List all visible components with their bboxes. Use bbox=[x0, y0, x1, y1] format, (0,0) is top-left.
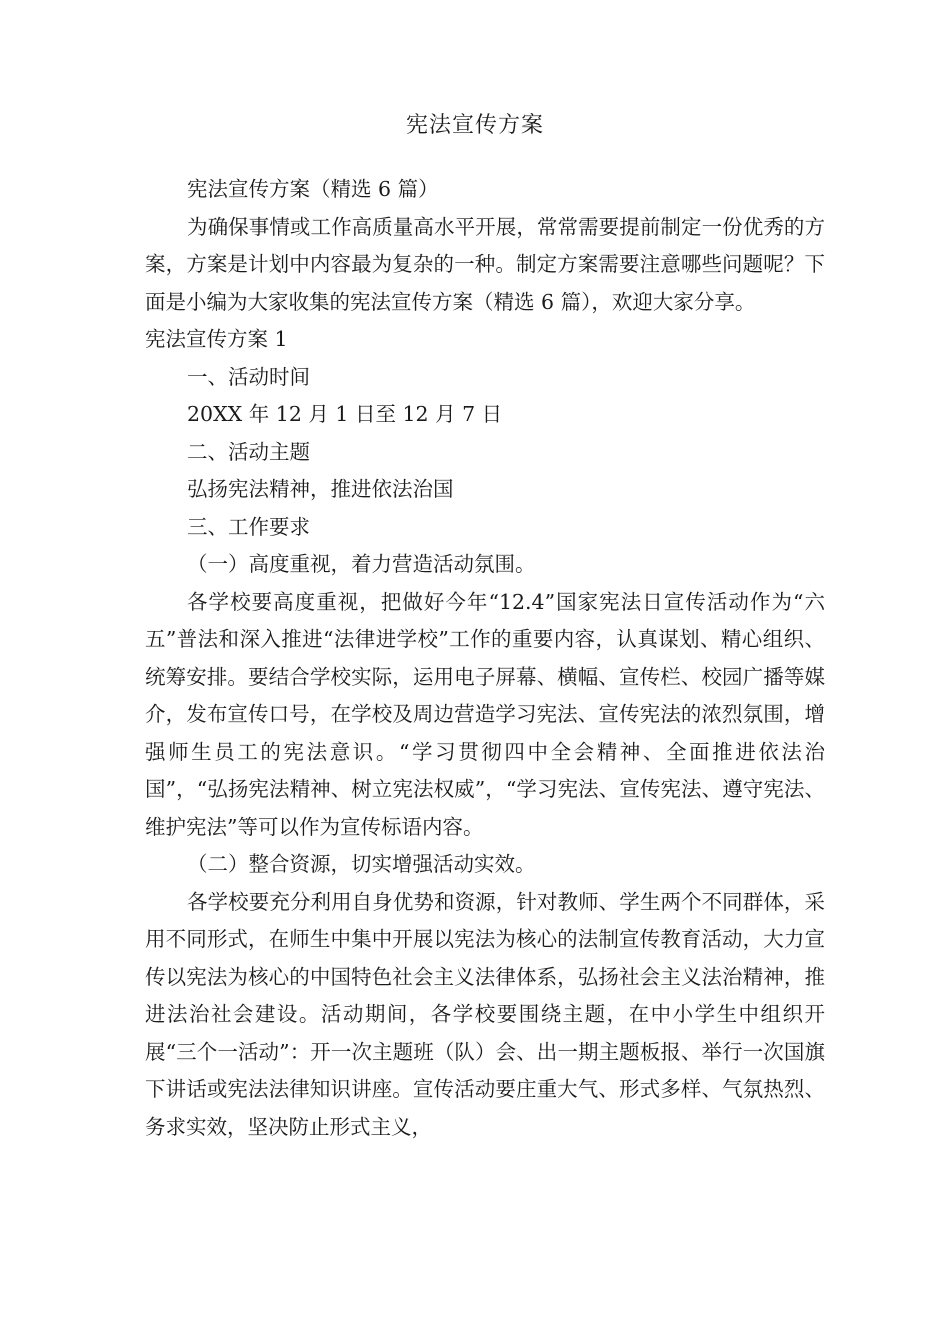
paragraph-1: 各学校要高度重视，把做好今年“12.4”国家宪法日宣传活动作为“六五”普法和深入推进“法律进学校”工作的重要内容，认真谋划、精心组织、统筹安排。要结合学校实际，运用电子屏幕、横幅、宣传栏、校园广播等媒介，发布宣传口号，在学校及周边营造学习宪法、宣传宪法的浓烈氛围，增强师生员工的宪法意识。“学习贯彻四中全会精神、全面推进依法治国”，“弘扬宪法精神、树立宪法权威”，“学习宪法、宣传宪法、遵守宪法、维护宪法”等可以作为宣传标语内容。 bbox=[145, 589, 825, 839]
section-title: 宪法宣传方案 1 bbox=[145, 327, 288, 351]
heading-activity-theme: 二、活动主题 bbox=[187, 439, 310, 464]
activity-theme-content: 弘扬宪法精神，推进依法治国 bbox=[187, 477, 454, 501]
heading-activity-time: 一、活动时间 bbox=[187, 364, 310, 389]
paragraph-2: 各学校要充分利用自身优势和资源，针对教师、学生两个不同群体，采用不同形式，在师生中集中开展以宪法为核心的法制宣传教育活动，大力宣传以宪法为核心的中国特色社会主义法律体系，弘扬社会主义法治精神，推进法治社会建设。活动期间，各学校要围绕主题，在中小学生中组织开展“三个一活动”：开一次主题班（队）会、出一期主题板报、举行一次国旗下讲话或宪法法律知识讲座。宣传活动要庄重大气、形式多样、气氛热烈、务求实效，坚决防止形式主义， bbox=[145, 889, 825, 1139]
subheading-1: （一）高度重视，着力营造活动氛围。 bbox=[187, 552, 536, 576]
activity-time-content: 20XX 年 12 月 1 日至 12 月 7 日 bbox=[187, 402, 503, 426]
intro-paragraph: 为确保事情或工作高质量高水平开展，常常需要提前制定一份优秀的方案，方案是计划中内容最为复杂的一种。制定方案需要注意哪些问题呢？下面是小编为大家收集的宪法宣传方案（精选 6 篇），欢迎大家分享。 bbox=[145, 214, 825, 314]
document-title: 宪法宣传方案 bbox=[405, 113, 544, 138]
subheading-2: （二）整合资源，切实增强活动实效。 bbox=[187, 852, 536, 876]
document-subtitle: 宪法宣传方案（精选 6 篇） bbox=[187, 177, 439, 201]
document-body bbox=[145, 171, 825, 1146]
heading-work-requirements: 三、工作要求 bbox=[187, 514, 310, 539]
